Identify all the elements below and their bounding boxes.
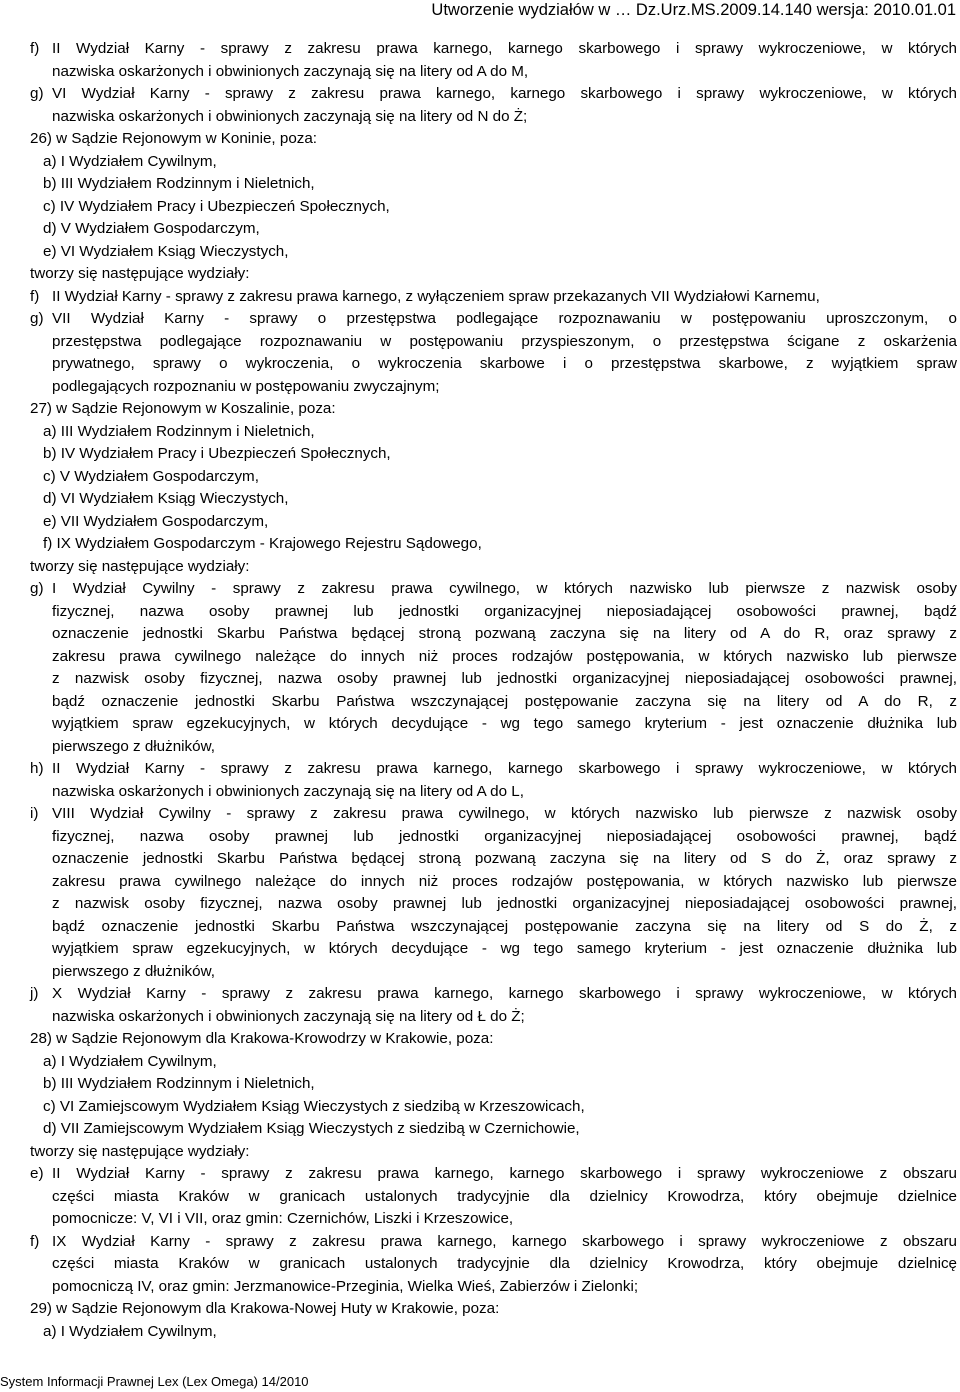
list-item: f) IX Wydziałem Gospodarczym - Krajowego Rejestru Sądowego, — [43, 535, 482, 552]
item-line: z nazwisk osoby fizycznej, nazwa osoby prawnej lub jednostki organizacyjnej nieposiadającej osobowości prawnej, — [52, 895, 957, 912]
item-line: przestępstwa podlegające rozpoznawaniu w postępowaniu przyspieszonym, o przestępstwa ścigane z oskarżenia — [52, 332, 957, 350]
list-item: d) V Wydziałem Gospodarczym, — [43, 220, 260, 237]
list-item: a) III Wydziałem Rodzinnym i Nieletnich, — [43, 422, 315, 440]
item-line: prywatnego, sprawy o wykroczenia, o wykroczenia skarbowe i o przestępstwa skarbowe, z wyjątkiem spraw — [52, 355, 957, 372]
item-body — [52, 286, 957, 309]
item-line: bądź oznaczenie jednostki Skarbu Państwa wszczynającej postępowanie zaczyna się na litery od A do R, z — [52, 692, 957, 710]
item-line: pomocnicze: V, VI i VII, oraz gmin: Czernichów, Liszki i Krzeszowice, — [52, 1210, 514, 1227]
item-line: części miasta Kraków w granicach ustalonych tradycyjnie dla dzielnicy Krowodrza, który obejmuje dzielnice — [52, 1187, 957, 1205]
page-footer: System Informacji Prawnej Lex (Lex Omega) 14/2010 — [0, 1374, 309, 1389]
item-body — [52, 758, 957, 803]
list-item — [30, 983, 957, 1028]
list-item — [30, 308, 957, 398]
running-header — [0, 0, 960, 20]
item-body — [52, 1163, 957, 1231]
paragraph-line: tworzy się następujące wydziały: — [30, 265, 250, 282]
item-marker: j) — [30, 985, 39, 1002]
list-item — [30, 578, 957, 758]
item-line: pierwszego z dłużników, — [52, 962, 215, 980]
list-item — [30, 1231, 957, 1299]
item-line: VI Wydział Karny - sprawy z zakresu prawa karnego, karnego skarbowego i sprawy wykroczeniowe, w których — [52, 85, 957, 102]
item-line: oznaczenie jednostki Skarbu Państwa będącej stroną pozwaną zaczyna się na litery od S do Ż, oraz sprawy z — [52, 850, 957, 867]
item-body — [52, 803, 957, 983]
running-title: Utworzenie wydziałów w … Dz.Urz.MS.2009.14.140 wersja: 2010.01.01 — [431, 1, 956, 19]
item-line: wyjątkiem spraw egzekucyjnych, w których decydujące - wg tego samego kryterium - jest oznaczenie dłużnika lub — [52, 940, 957, 957]
item-line: fizycznej, nazwa osoby prawnej lub jednostki organizacyjnej nieposiadającej osobowości prawnej, bądź — [52, 602, 957, 620]
item-marker: f) — [30, 40, 40, 57]
item-body — [52, 38, 957, 83]
item-line: VIII Wydział Cywilny - sprawy z zakresu prawa cywilnego, w których nazwisko lub pierwsze z nazwisk osoby — [52, 805, 957, 822]
item-body — [52, 983, 957, 1028]
list-item — [30, 758, 957, 803]
item-line: VII Wydział Karny - sprawy o przestępstwa podlegające rozpoznawaniu w postępowaniu uproszczonym, o — [52, 310, 957, 327]
item-line: podlegających rozpoznaniu w postępowaniu zwyczajnym; — [52, 377, 440, 395]
item-body — [52, 578, 957, 758]
item-line: oznaczenie jednostki Skarbu Państwa będącej stroną pozwaną zaczyna się na litery od A do R, oraz sprawy z — [52, 625, 957, 642]
list-item: a) I Wydziałem Cywilnym, — [43, 1322, 217, 1340]
item-line: II Wydział Karny - sprawy z zakresu prawa karnego, z wyłączeniem spraw przekazanych VII Wydziałowi Karnemu, — [52, 287, 820, 305]
list-item — [30, 83, 957, 128]
paragraph-line: 26) w Sądzie Rejonowym w Koninie, poza: — [30, 130, 318, 147]
list-item: b) III Wydziałem Rodzinnym i Nieletnich, — [43, 175, 315, 192]
item-line: zakresu prawa cywilnego należące do innych niż proces rodzajów postępowania, w których nazwisko lub pierwsze — [52, 647, 957, 665]
item-marker: g) — [30, 580, 44, 597]
list-item — [30, 803, 957, 983]
item-line: nazwiska oskarżonych i obwinionych zaczynają się na litery od N do Ż; — [52, 107, 528, 125]
list-item: d) VII Zamiejscowym Wydziałem Ksiąg Wieczystych z siedzibą w Czernichowie, — [43, 1120, 580, 1137]
list-item — [30, 38, 957, 83]
item-marker: g) — [30, 310, 44, 327]
item-line: II Wydział Karny - sprawy z zakresu prawa karnego, karnego skarbowego i sprawy wykroczeniowe z obszaru — [52, 1165, 957, 1182]
list-item: a) I Wydziałem Cywilnym, — [43, 1052, 217, 1070]
list-item: b) III Wydziałem Rodzinnym i Nieletnich, — [43, 1075, 315, 1092]
item-line: pomocniczą IV, oraz gmin: Jerzmanowice-Przeginia, Wielka Wieś, Zabierzów i Zielonki; — [52, 1277, 639, 1295]
item-line: zakresu prawa cywilnego należące do innych niż proces rodzajów postępowania, w których nazwisko lub pierwsze — [52, 872, 957, 890]
item-line: części miasta Kraków w granicach ustalonych tradycyjnie dla dzielnicy Krowodrza, który obejmuje dzielnicę — [52, 1255, 957, 1272]
item-body — [52, 83, 957, 128]
list-item: a) I Wydziałem Cywilnym, — [43, 152, 217, 170]
item-line: wyjątkiem spraw egzekucyjnych, w których decydujące - wg tego samego kryterium - jest oznaczenie dłużnika lub — [52, 715, 957, 732]
item-line: z nazwisk osoby fizycznej, nazwa osoby prawnej lub jednostki organizacyjnej nieposiadającej osobowości prawnej, — [52, 670, 957, 687]
paragraph-line: 29) w Sądzie Rejonowym dla Krakowa-Nowej Huty w Krakowie, poza: — [30, 1300, 500, 1317]
item-line: fizycznej, nazwa osoby prawnej lub jednostki organizacyjnej nieposiadającej osobowości prawnej, bądź — [52, 827, 957, 845]
item-line: II Wydział Karny - sprawy z zakresu prawa karnego, karnego skarbowego i sprawy wykroczeniowe, w których — [52, 760, 957, 777]
item-line: nazwiska oskarżonych i obwinionych zaczynają się na litery od A do M, — [52, 62, 529, 80]
item-body — [52, 1231, 957, 1299]
item-marker: i) — [30, 805, 39, 822]
item-marker: e) — [30, 1165, 44, 1182]
paragraph-line: 28) w Sądzie Rejonowym dla Krakowa-Krowodrzy w Krakowie, poza: — [30, 1030, 494, 1047]
item-marker: h) — [30, 760, 44, 777]
paragraph-line: tworzy się następujące wydziały: — [30, 1142, 250, 1160]
paragraph-line: 27) w Sądzie Rejonowym w Koszalinie, poza: — [30, 400, 336, 417]
list-item — [30, 286, 957, 309]
item-line: pierwszego z dłużników, — [52, 737, 215, 755]
item-body — [52, 308, 957, 398]
list-item: c) VI Zamiejscowym Wydziałem Ksiąg Wieczystych z siedzibą w Krzeszowicach, — [43, 1097, 585, 1115]
item-line: I Wydział Cywilny - sprawy z zakresu prawa cywilnego, w których nazwisko lub pierwsze z nazwisk osoby — [52, 580, 957, 597]
list-item: e) VI Wydziałem Ksiąg Wieczystych, — [43, 242, 289, 260]
item-marker: f) — [30, 287, 40, 305]
item-line: bądź oznaczenie jednostki Skarbu Państwa wszczynającej postępowanie zaczyna się na litery od S do Ż, z — [52, 917, 957, 935]
item-marker: f) — [30, 1232, 40, 1250]
list-item: d) VI Wydziałem Ksiąg Wieczystych, — [43, 490, 289, 507]
item-line: II Wydział Karny - sprawy z zakresu prawa karnego, karnego skarbowego i sprawy wykroczeniowe, w których — [52, 40, 957, 57]
list-item: b) IV Wydziałem Pracy i Ubezpieczeń Społecznych, — [43, 445, 391, 462]
list-item — [30, 1163, 957, 1231]
list-item: e) VII Wydziałem Gospodarczym, — [43, 512, 269, 530]
document-body — [30, 38, 957, 1343]
item-line: nazwiska oskarżonych i obwinionych zaczynają się na litery od Ł do Ż; — [52, 1007, 525, 1025]
item-line: IX Wydział Karny - sprawy z zakresu prawa karnego, karnego skarbowego i sprawy wykroczeniowe z obszaru — [52, 1232, 957, 1250]
list-item: c) IV Wydziałem Pracy i Ubezpieczeń Społecznych, — [43, 197, 390, 215]
item-line: nazwiska oskarżonych i obwinionych zaczynają się na litery od A do L, — [52, 782, 524, 800]
item-marker: g) — [30, 85, 44, 102]
list-item: c) V Wydziałem Gospodarczym, — [43, 467, 259, 485]
paragraph-line: tworzy się następujące wydziały: — [30, 557, 250, 575]
item-line: X Wydział Karny - sprawy z zakresu prawa karnego, karnego skarbowego i sprawy wykroczeniowe, w których — [52, 985, 957, 1002]
